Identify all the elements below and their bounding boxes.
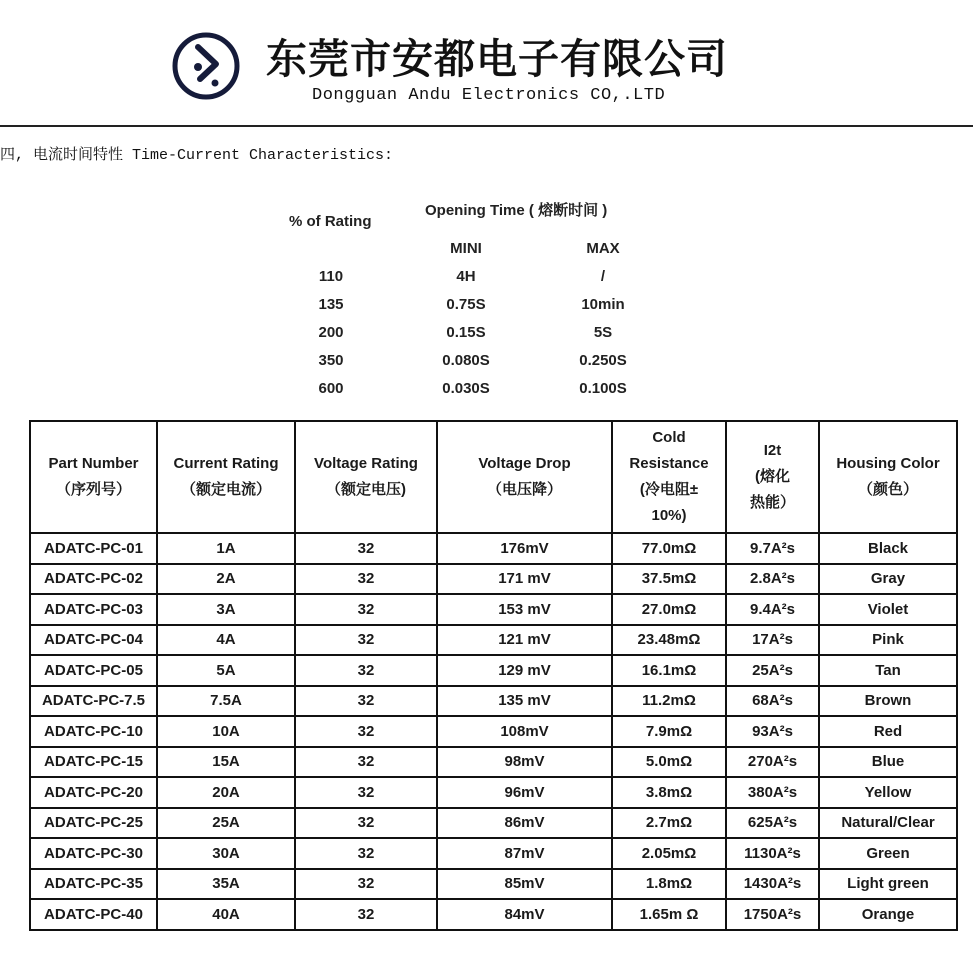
- opening-time-max-value: 0.100S: [579, 380, 627, 397]
- cold-resistance-cell: 3.8mΩ: [612, 777, 726, 808]
- current-rating-cell: 10A: [157, 716, 295, 747]
- header-part-number: Part Number （序列号）: [30, 421, 157, 533]
- cold-resistance-cell: 5.0mΩ: [612, 747, 726, 778]
- header-current-rating: Current Rating （额定电流）: [157, 421, 295, 533]
- i2t-cell: 270A²s: [726, 747, 819, 778]
- housing-color-cell: Orange: [819, 899, 957, 930]
- table-row: [30, 594, 957, 625]
- voltage-drop-cell: 98mV: [437, 747, 612, 778]
- max-label: MAX: [586, 240, 620, 257]
- i2t-cell: 2.8A²s: [726, 564, 819, 595]
- housing-color-cell: Gray: [819, 564, 957, 595]
- part-number-cell: ADATC-PC-40: [30, 899, 157, 930]
- company-name-cn: 东莞市安都电子有限公司: [266, 35, 728, 83]
- opening-time-min-value: 0.15S: [446, 324, 486, 341]
- header-i2t: I2t (熔化 热能）: [726, 421, 819, 533]
- cold-resistance-cell: 23.48mΩ: [612, 625, 726, 656]
- i2t-cell: 380A²s: [726, 777, 819, 808]
- cold-resistance-cell: 2.7mΩ: [612, 808, 726, 839]
- voltage-rating-cell: 32: [295, 533, 437, 564]
- i2t-cell: 1750A²s: [726, 899, 819, 930]
- header-voltage-rating: Voltage Rating （额定电压): [295, 421, 437, 533]
- cold-resistance-cell: 77.0mΩ: [612, 533, 726, 564]
- opening-time-min-value: 0.030S: [442, 380, 490, 397]
- company-name-en: Dongguan Andu Electronics CO,.LTD: [312, 86, 666, 105]
- voltage-drop-cell: 135 mV: [437, 686, 612, 717]
- housing-color-cell: Yellow: [819, 777, 957, 808]
- voltage-rating-cell: 32: [295, 594, 437, 625]
- current-rating-cell: 15A: [157, 747, 295, 778]
- part-number-cell: ADATC-PC-35: [30, 869, 157, 900]
- opening-time-rating-value: 600: [318, 380, 344, 397]
- current-rating-cell: 35A: [157, 869, 295, 900]
- table-row: [30, 686, 957, 717]
- header-divider: [0, 125, 973, 127]
- part-number-cell: ADATC-PC-05: [30, 655, 157, 686]
- voltage-rating-cell: 32: [295, 838, 437, 869]
- opening-time-min-value: 0.75S: [446, 296, 486, 313]
- part-number-cell: ADATC-PC-15: [30, 747, 157, 778]
- housing-color-cell: Light green: [819, 869, 957, 900]
- i2t-cell: 25A²s: [726, 655, 819, 686]
- opening-time-title: Opening Time ( 熔断时间 ): [425, 202, 608, 219]
- voltage-drop-cell: 176mV: [437, 533, 612, 564]
- voltage-rating-cell: 32: [295, 655, 437, 686]
- table-row: [30, 625, 957, 656]
- housing-color-cell: Red: [819, 716, 957, 747]
- i2t-cell: 9.7A²s: [726, 533, 819, 564]
- voltage-rating-cell: 32: [295, 716, 437, 747]
- spec-table: [29, 420, 958, 931]
- cold-resistance-cell: 16.1mΩ: [612, 655, 726, 686]
- voltage-rating-cell: 32: [295, 899, 437, 930]
- housing-color-cell: Green: [819, 838, 957, 869]
- header-voltage-drop: Voltage Drop （电压降）: [437, 421, 612, 533]
- voltage-drop-cell: 87mV: [437, 838, 612, 869]
- cold-resistance-cell: 1.65m Ω: [612, 899, 726, 930]
- table-row: [30, 747, 957, 778]
- voltage-rating-cell: 32: [295, 808, 437, 839]
- voltage-rating-cell: 32: [295, 625, 437, 656]
- current-rating-cell: 4A: [157, 625, 295, 656]
- part-number-cell: ADATC-PC-01: [30, 533, 157, 564]
- voltage-drop-cell: 108mV: [437, 716, 612, 747]
- voltage-drop-cell: 86mV: [437, 808, 612, 839]
- voltage-rating-cell: 32: [295, 564, 437, 595]
- cold-resistance-cell: 2.05mΩ: [612, 838, 726, 869]
- current-rating-cell: 20A: [157, 777, 295, 808]
- cold-resistance-cell: 7.9mΩ: [612, 716, 726, 747]
- part-number-cell: ADATC-PC-10: [30, 716, 157, 747]
- voltage-rating-cell: 32: [295, 869, 437, 900]
- part-number-cell: ADATC-PC-7.5: [30, 686, 157, 717]
- i2t-cell: 17A²s: [726, 625, 819, 656]
- section-title: 四, 电流时间特性 Time-Current Characteristics:: [0, 147, 394, 164]
- voltage-drop-cell: 96mV: [437, 777, 612, 808]
- i2t-cell: 625A²s: [726, 808, 819, 839]
- table-row: [30, 716, 957, 747]
- housing-color-cell: Violet: [819, 594, 957, 625]
- table-row: [30, 777, 957, 808]
- cold-resistance-cell: 27.0mΩ: [612, 594, 726, 625]
- voltage-drop-cell: 84mV: [437, 899, 612, 930]
- housing-color-cell: Natural/Clear: [819, 808, 957, 839]
- rating-label: % of Rating: [289, 213, 372, 230]
- voltage-rating-cell: 32: [295, 686, 437, 717]
- current-rating-cell: 2A: [157, 564, 295, 595]
- i2t-cell: 68A²s: [726, 686, 819, 717]
- voltage-drop-cell: 171 mV: [437, 564, 612, 595]
- table-row: [30, 869, 957, 900]
- current-rating-cell: 30A: [157, 838, 295, 869]
- cold-resistance-cell: 11.2mΩ: [612, 686, 726, 717]
- spec-table-header-row: [30, 421, 957, 533]
- voltage-rating-cell: 32: [295, 747, 437, 778]
- opening-time-max-value: 0.250S: [579, 352, 627, 369]
- part-number-cell: ADATC-PC-02: [30, 564, 157, 595]
- part-number-cell: ADATC-PC-30: [30, 838, 157, 869]
- opening-time-min-value: 0.080S: [442, 352, 490, 369]
- company-logo-icon: [170, 30, 242, 102]
- header-housing-color: Housing Color （颜色）: [819, 421, 957, 533]
- i2t-cell: 9.4A²s: [726, 594, 819, 625]
- housing-color-cell: Pink: [819, 625, 957, 656]
- i2t-cell: 1430A²s: [726, 869, 819, 900]
- i2t-cell: 1130A²s: [726, 838, 819, 869]
- opening-time-rating-value: 135: [318, 296, 344, 313]
- opening-time-max-value: /: [600, 268, 606, 285]
- opening-time-rating-value: 110: [318, 268, 344, 285]
- opening-time-max-value: 5S: [593, 324, 613, 341]
- current-rating-cell: 25A: [157, 808, 295, 839]
- housing-color-cell: Black: [819, 533, 957, 564]
- table-row: [30, 838, 957, 869]
- part-number-cell: ADATC-PC-03: [30, 594, 157, 625]
- table-row: [30, 899, 957, 930]
- current-rating-cell: 5A: [157, 655, 295, 686]
- voltage-drop-cell: 153 mV: [437, 594, 612, 625]
- table-row: [30, 564, 957, 595]
- voltage-drop-cell: 85mV: [437, 869, 612, 900]
- opening-time-max-value: 10min: [581, 296, 625, 313]
- cold-resistance-cell: 1.8mΩ: [612, 869, 726, 900]
- opening-time-rating-value: 350: [318, 352, 344, 369]
- header-cold-resistance: Cold Resistance (冷电阻± 10%): [612, 421, 726, 533]
- cold-resistance-cell: 37.5mΩ: [612, 564, 726, 595]
- current-rating-cell: 40A: [157, 899, 295, 930]
- table-row: [30, 655, 957, 686]
- current-rating-cell: 1A: [157, 533, 295, 564]
- opening-time-rating-value: 200: [318, 324, 344, 341]
- part-number-cell: ADATC-PC-25: [30, 808, 157, 839]
- voltage-drop-cell: 121 mV: [437, 625, 612, 656]
- voltage-rating-cell: 32: [295, 777, 437, 808]
- part-number-cell: ADATC-PC-04: [30, 625, 157, 656]
- current-rating-cell: 3A: [157, 594, 295, 625]
- housing-color-cell: Brown: [819, 686, 957, 717]
- table-row: [30, 533, 957, 564]
- min-label: MINI: [450, 240, 482, 257]
- i2t-cell: 93A²s: [726, 716, 819, 747]
- current-rating-cell: 7.5A: [157, 686, 295, 717]
- housing-color-cell: Blue: [819, 747, 957, 778]
- table-row: [30, 808, 957, 839]
- part-number-cell: ADATC-PC-20: [30, 777, 157, 808]
- voltage-drop-cell: 129 mV: [437, 655, 612, 686]
- opening-time-min-value: 4H: [456, 268, 476, 285]
- housing-color-cell: Tan: [819, 655, 957, 686]
